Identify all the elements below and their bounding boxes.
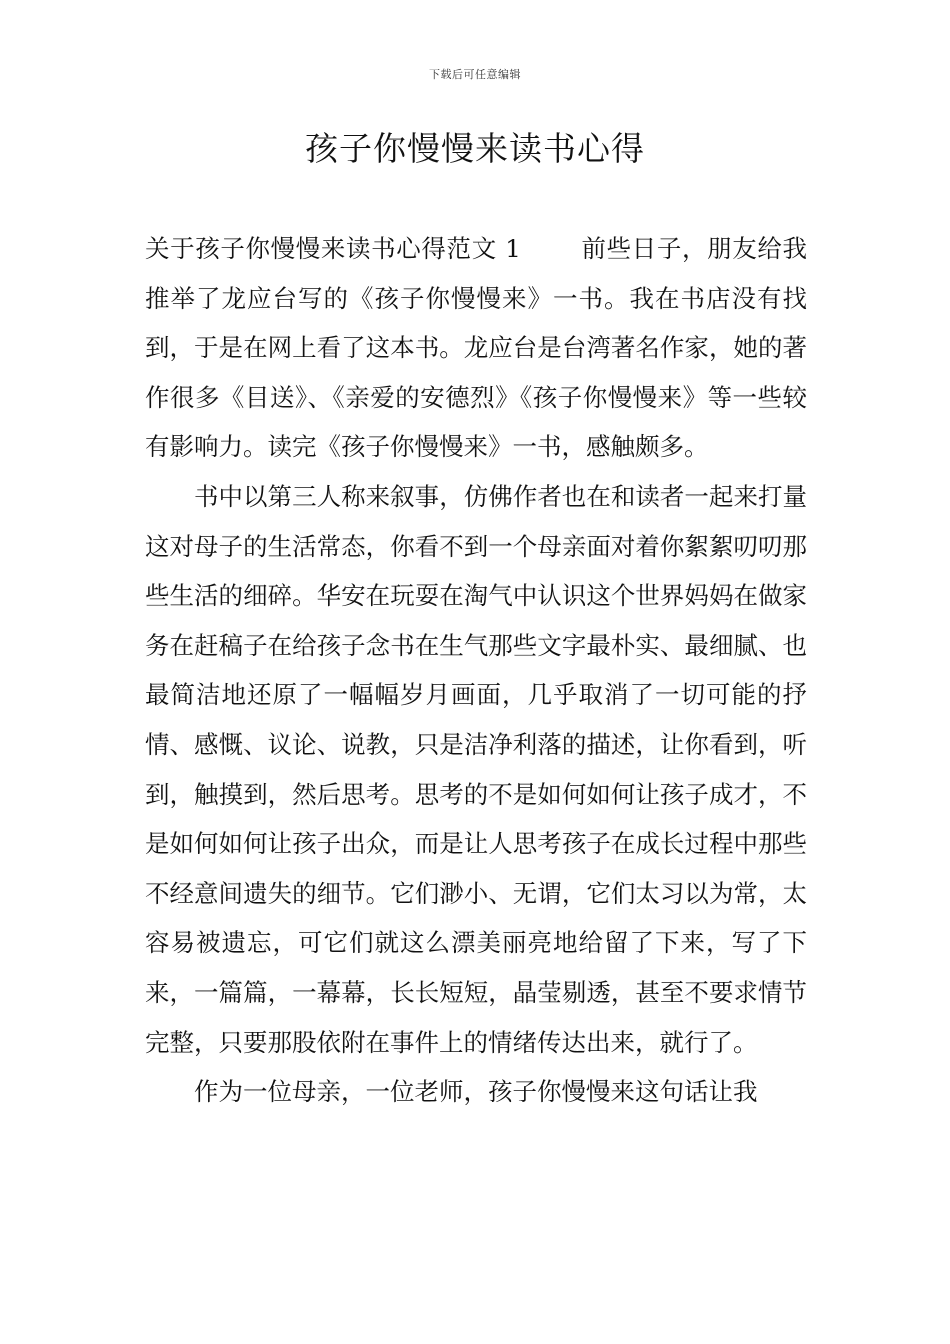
paragraph-1-text: 前些日子，朋友给我推举了龙应台写的《孩子你慢慢来》一书。我在书店没有找到，于是在网上看了这本书。龙应台是台湾著名作家，她的著作很多《目送》、《亲爱的安德烈》《孩子你慢慢来》等一些较有影响力。读完《孩子你慢慢来》一书，感触颇多。: [145, 234, 807, 462]
document-title: 孩子你慢慢来读书心得: [305, 129, 645, 168]
paragraph-3: 作为一位母亲，一位老师，孩子你慢慢来这句话让我: [194, 1077, 758, 1107]
header-note: 下载后可任意编辑: [429, 68, 521, 81]
paragraph-1-lead: 关于孩子你慢慢来读书心得范文 1: [145, 234, 521, 263]
paragraph-1: [145, 224, 807, 472]
document-body: [145, 224, 807, 1117]
paragraph-2: 书中以第三人称来叙事，仿佛作者也在和读者一起来打量这对母子的生活常态，你看不到一个母亲面对着你絮絮叨叨那些生活的细碎。华安在玩耍在淘气中认识这个世界妈妈在做家务在赶稿子在给孩子念书在生气那些文字最朴实、最细腻、也最简洁地还原了一幅幅岁月画面，几乎取消了一切可能的抒情、感慨、议论、说教，只是洁净利落的描述，让你看到，听到，触摸到，然后思考。思考的不是如何如何让孩子成才，不是如何如何让孩子出众，而是让人思考孩子在成长过程中那些不经意间遗失的细节。它们渺小、无谓，它们太习以为常，太容易被遗忘，可它们就这么漂美丽亮地给留了下来，写了下来，一篇篇，一幕幕，长长短短，晶莹剔透，甚至不要求情节完整，只要那股依附在事件上的情绪传达出来，就行了。: [145, 481, 807, 1057]
